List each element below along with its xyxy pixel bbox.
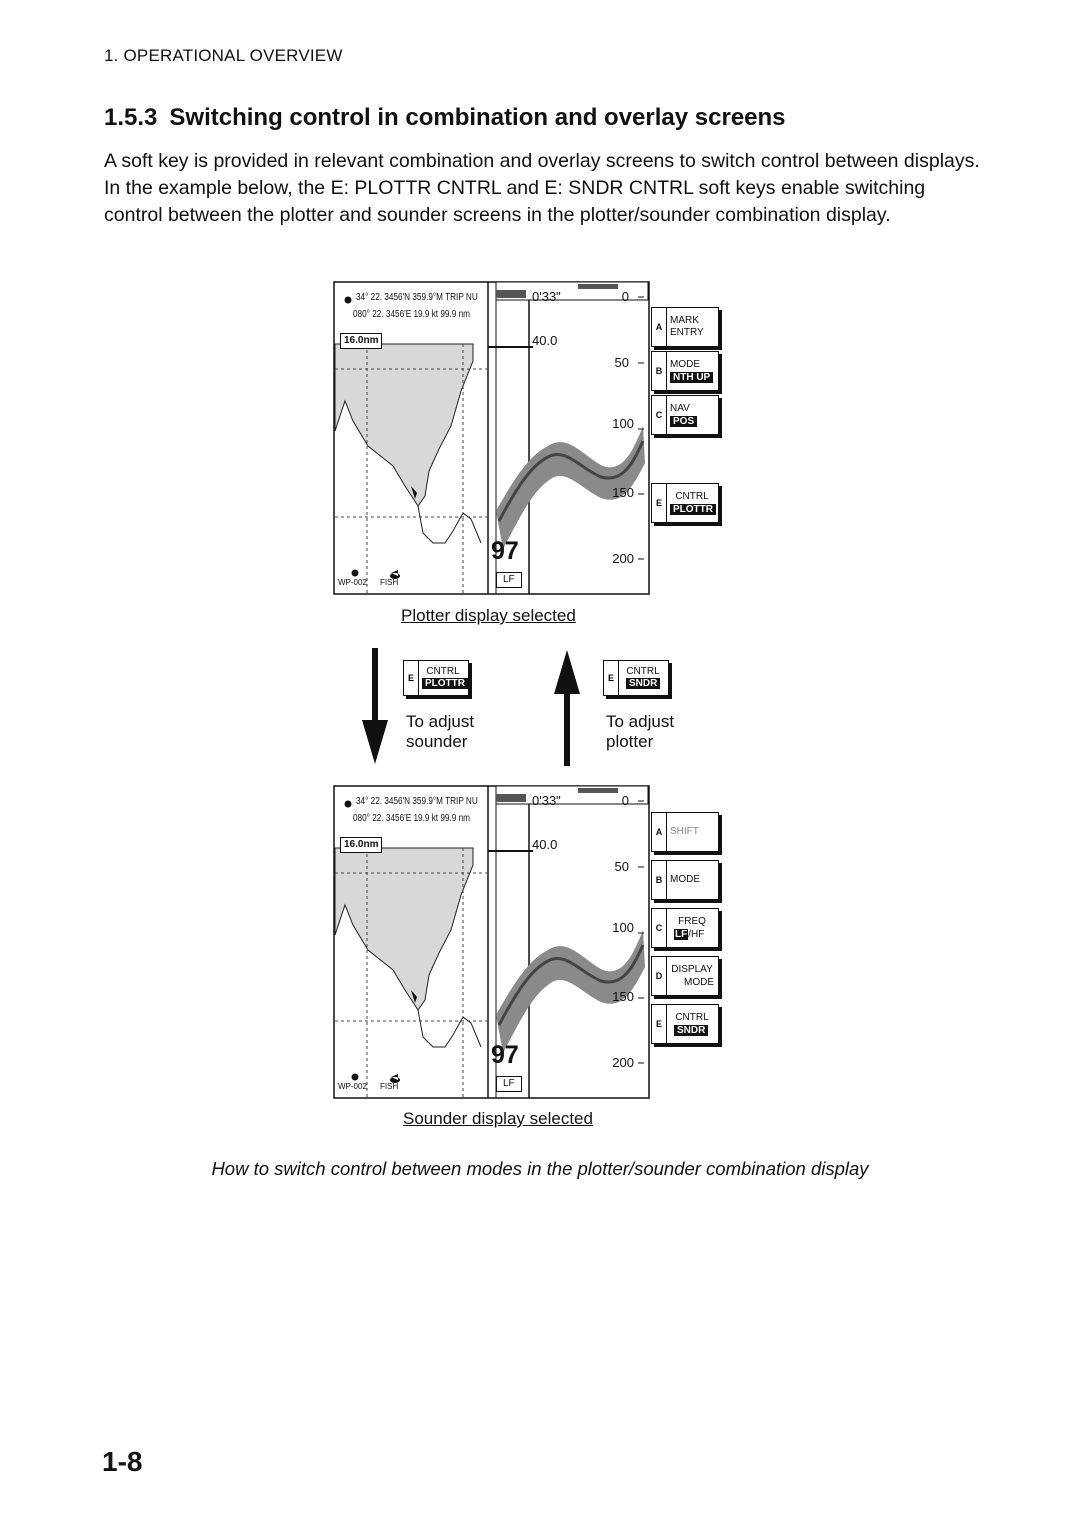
- softkey-letter: B: [652, 352, 667, 390]
- softkey-line1: CNTRL: [675, 491, 709, 502]
- section-header: 1. OPERATIONAL OVERVIEW: [104, 46, 343, 65]
- softkey-selected-value: NTH UP: [670, 372, 713, 383]
- softkey-letter: A: [652, 813, 667, 851]
- softkey-e-cntrl-sndr[interactable]: [651, 1004, 719, 1044]
- softkey-option: /HF: [688, 929, 705, 940]
- softkey-line1: CNTRL: [626, 666, 660, 677]
- softkey-letter: C: [652, 909, 667, 947]
- softkey-letter: E: [604, 661, 619, 695]
- softkey-letter: D: [652, 957, 667, 995]
- softkey-b-mode[interactable]: [651, 351, 719, 391]
- depth-scale-0: 0: [621, 289, 629, 304]
- time-readout: 0'33": [532, 289, 561, 304]
- flow-softkey-cntrl-plottr[interactable]: [403, 660, 469, 696]
- softkey-freq-options: [674, 929, 704, 940]
- page-number: 1-8: [102, 1446, 143, 1477]
- plotter-sounder-screen-bottom: [333, 785, 651, 1100]
- softkey-line1: DISPLAY: [671, 964, 713, 975]
- depth-display: 97: [491, 537, 519, 565]
- flow-softkey-cntrl-sndr[interactable]: [603, 660, 669, 696]
- range-indicator: 16.0nm: [340, 333, 382, 349]
- softkey-a-shift[interactable]: [651, 812, 719, 852]
- softkey-line2: MODE: [684, 977, 714, 988]
- depth-readout: 40.0: [532, 333, 558, 348]
- position-lon: 080° 22. 3456'E 19.9 kt 99.9 nm: [353, 813, 471, 824]
- softkey-letter: E: [652, 1005, 667, 1043]
- depth-scale-50: 50: [614, 355, 629, 370]
- softkey-e-cntrl-plottr[interactable]: [651, 483, 719, 523]
- softkey-line2: ENTRY: [670, 327, 704, 338]
- fish-label: FISH: [380, 1082, 399, 1091]
- position-lat: 34° 22. 3456'N 359.9°M TRIP NU: [356, 796, 478, 807]
- arrow-up-icon: [552, 648, 582, 766]
- softkey-line1: CNTRL: [675, 1012, 709, 1023]
- section-title: [104, 104, 786, 132]
- range-indicator: 16.0nm: [340, 837, 382, 853]
- softkey-selected-value: PLOTTR: [422, 678, 468, 689]
- softkey-selected-value: POS: [670, 416, 697, 427]
- softkey-a-mark-entry[interactable]: [651, 307, 719, 347]
- frequency-indicator: LF: [496, 572, 522, 588]
- position-lat: 34° 22. 3456'N 359.9°M TRIP NU: [356, 292, 478, 303]
- top-panel-caption: Plotter display selected: [401, 606, 576, 625]
- time-readout: 0'33": [532, 793, 561, 808]
- intro-paragraph: A soft key is provided in relevant combination and overlay screens to switch control between displays. In the example below, the E: PLOTTR CNTRL and E: SNDR CNTRL soft keys enable switching control between the plotter and sounder screens in the plotter/sounder combination display.: [104, 150, 980, 226]
- softkey-letter: E: [404, 661, 419, 695]
- softkey-c-nav[interactable]: [651, 395, 719, 435]
- depth-display: 97: [491, 1041, 519, 1069]
- flow-label-adjust-sounder: To adjust sounder: [406, 712, 475, 751]
- flow-label-adjust-plotter: To adjust plotter: [606, 712, 675, 751]
- softkey-selected-value: LF: [675, 929, 688, 940]
- depth-scale-200: 200: [612, 551, 634, 566]
- softkey-selected-value: SNDR: [626, 678, 660, 689]
- depth-scale-150: 150: [612, 989, 634, 1004]
- softkey-b-mode[interactable]: [651, 860, 719, 900]
- softkey-line1: MARK: [670, 315, 699, 326]
- position-lon: 080° 22. 3456'E 19.9 kt 99.9 nm: [353, 309, 471, 320]
- depth-scale-100: 100: [612, 920, 634, 935]
- softkey-label: MODE: [670, 874, 700, 885]
- waypoint-label: WP-002: [338, 578, 367, 587]
- softkey-selected-value: SNDR: [674, 1025, 708, 1036]
- bottom-panel-caption: Sounder display selected: [403, 1109, 593, 1128]
- softkey-line1: MODE: [670, 359, 700, 370]
- softkey-label: SHIFT: [670, 826, 699, 837]
- softkey-line1: NAV: [670, 403, 690, 414]
- softkey-letter: A: [652, 308, 667, 346]
- depth-scale-50: 50: [614, 859, 629, 874]
- softkey-d-display-mode[interactable]: [651, 956, 719, 996]
- softkey-line1: CNTRL: [426, 666, 460, 677]
- section-number: 1.5.3: [104, 104, 158, 131]
- depth-scale-100: 100: [612, 416, 634, 431]
- arrow-down-icon: [360, 648, 390, 766]
- softkey-letter: B: [652, 861, 667, 899]
- depth-scale-200: 200: [612, 1055, 634, 1070]
- depth-scale-0: 0: [621, 793, 629, 808]
- softkey-line1: FREQ: [678, 916, 706, 927]
- section-title-text: Switching control in combination and overlay screens: [169, 104, 786, 131]
- frequency-indicator: LF: [496, 1076, 522, 1092]
- softkey-c-freq[interactable]: [651, 908, 719, 948]
- plotter-sounder-screen-top: [333, 281, 651, 596]
- waypoint-label: WP-002: [338, 1082, 367, 1091]
- depth-scale-150: 150: [612, 485, 634, 500]
- fish-label: FISH: [380, 578, 399, 587]
- softkey-letter: C: [652, 396, 667, 434]
- depth-readout: 40.0: [532, 837, 558, 852]
- figure-caption: How to switch control between modes in the plotter/sounder combination display: [211, 1158, 869, 1179]
- softkey-selected-value: PLOTTR: [670, 504, 716, 515]
- softkey-letter: E: [652, 484, 667, 522]
